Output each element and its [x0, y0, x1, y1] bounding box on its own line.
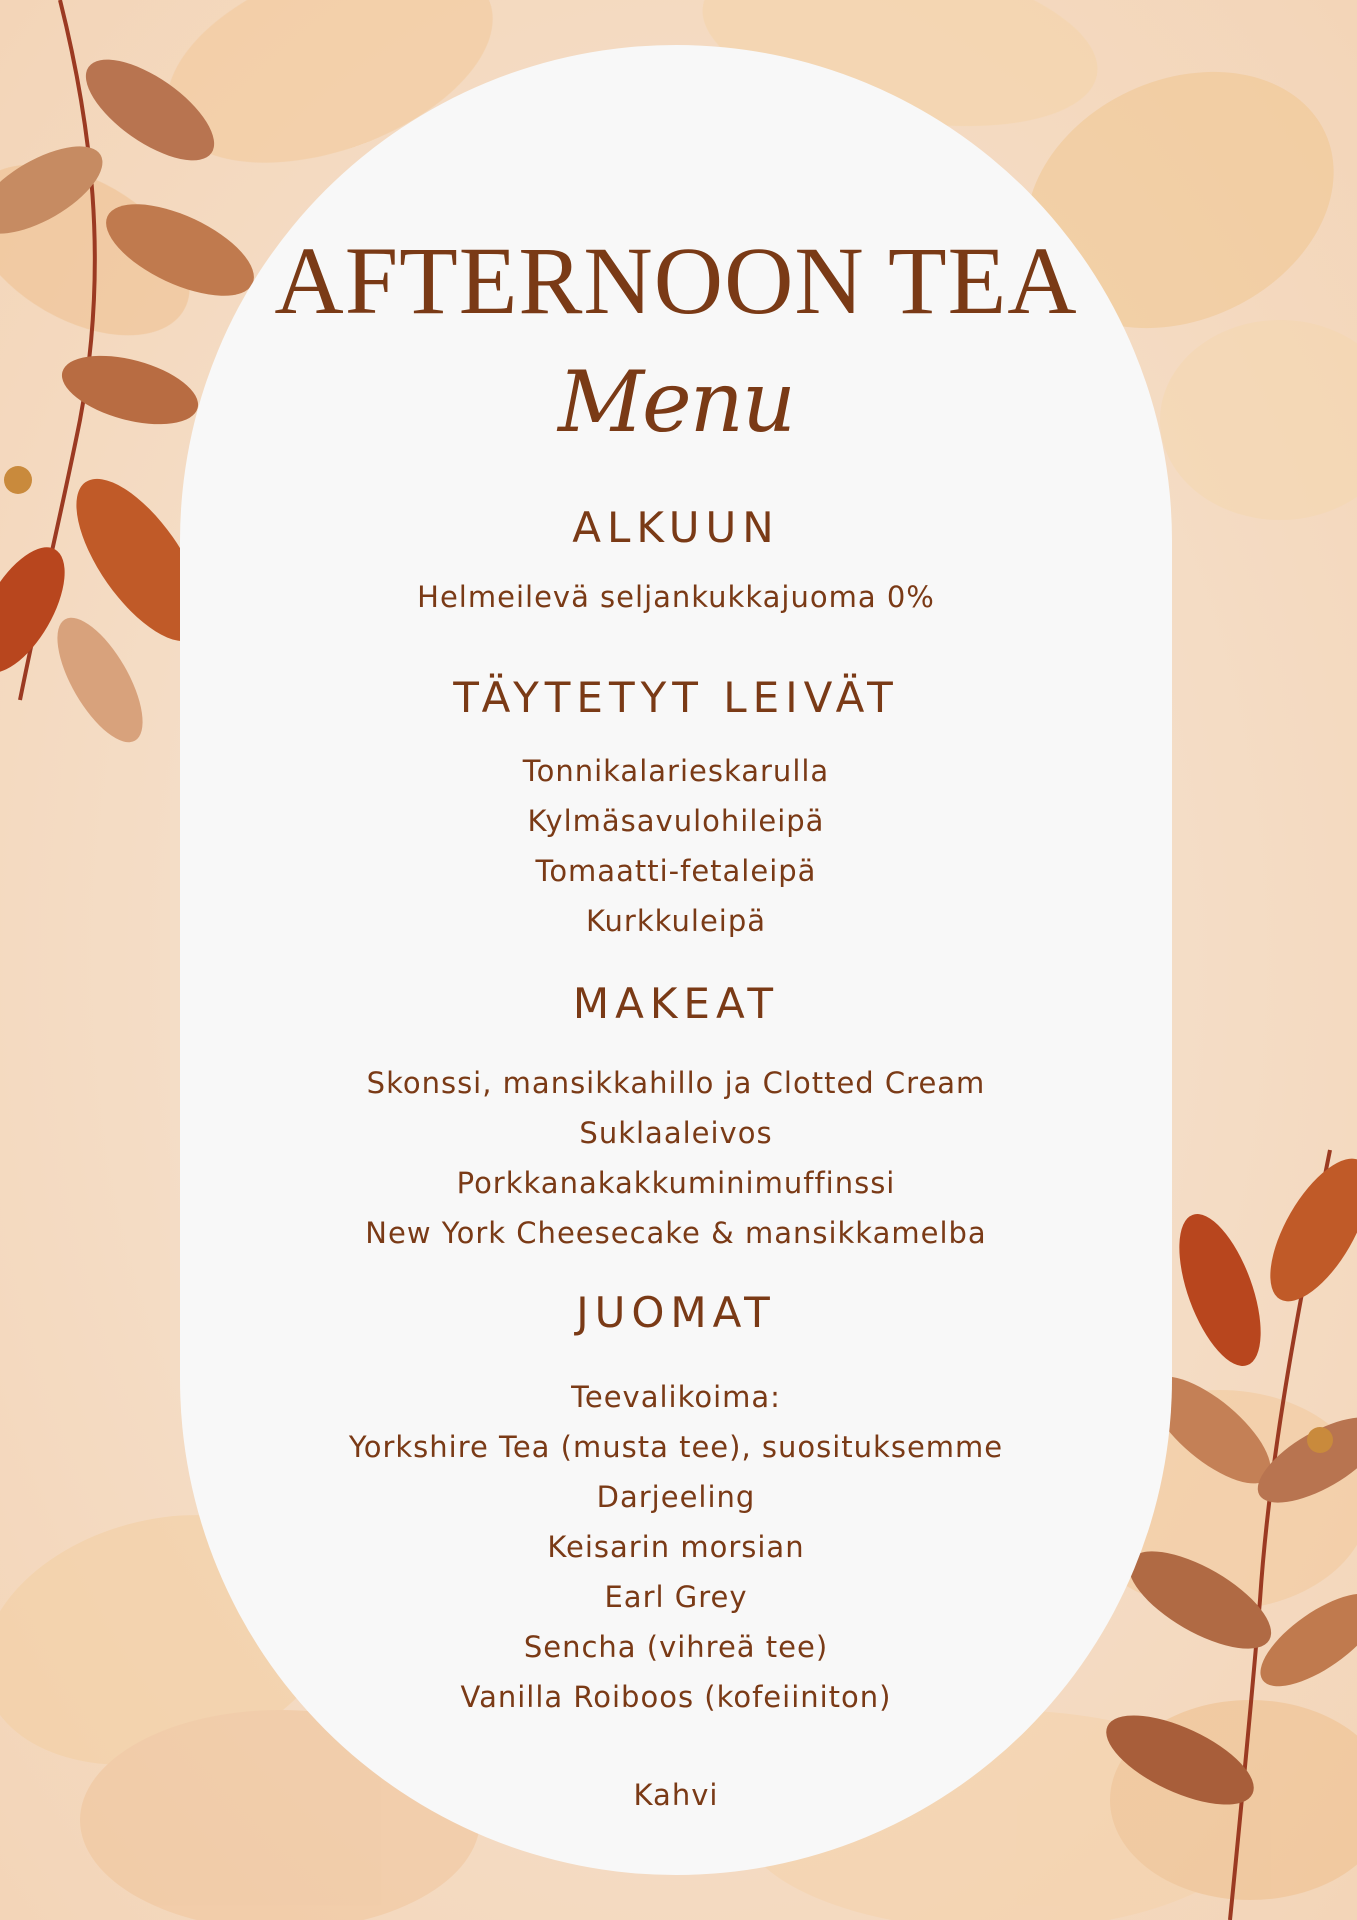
- list-item: Vanilla Roiboos (kofeiiniton): [460, 1680, 892, 1714]
- menu-subtitle: Menu: [558, 353, 794, 451]
- list-item: Yorkshire Tea (musta tee), suosituksemme: [348, 1430, 1004, 1464]
- list-item: Sencha (vihreä tee): [523, 1630, 829, 1664]
- section-heading-taytetyt-leivat: TÄYTETYT LEIVÄT: [453, 673, 899, 722]
- menu-footer-item: Kahvi: [633, 1778, 719, 1812]
- menu-title: AFTERNOON TEA: [274, 227, 1078, 334]
- list-item: Skonssi, mansikkahillo ja Clotted Cream: [366, 1066, 986, 1100]
- list-item: Porkkanakakkuminimuffinssi: [456, 1166, 896, 1200]
- list-item: Tomaatti-fetaleipä: [535, 854, 817, 888]
- section-heading-makeat: MAKEAT: [572, 979, 780, 1028]
- list-item: Teevalikoima:: [571, 1380, 781, 1414]
- section-heading-alkuun: ALKUUN: [572, 503, 780, 552]
- list-item: Darjeeling: [596, 1480, 756, 1514]
- menu-content: [180, 0, 1172, 1920]
- list-item: Keisarin morsian: [547, 1530, 805, 1564]
- list-item: New York Cheesecake & mansikkamelba: [365, 1216, 987, 1250]
- list-item: Kylmäsavulohileipä: [527, 804, 825, 838]
- section-list-alkuun: [180, 572, 1172, 622]
- section-list-juomat: [180, 1372, 1172, 1722]
- section-list-makeat: [180, 1058, 1172, 1258]
- list-item: Tonnikalarieskarulla: [522, 754, 830, 788]
- section-heading-juomat: JUOMAT: [576, 1288, 776, 1337]
- section-list-taytetyt-leivat: [180, 746, 1172, 946]
- list-item: Kurkkuleipä: [585, 904, 767, 938]
- list-item: Helmeilevä seljankukkajuoma 0%: [417, 580, 935, 614]
- list-item: Earl Grey: [604, 1580, 748, 1614]
- list-item: Suklaaleivos: [579, 1116, 773, 1150]
